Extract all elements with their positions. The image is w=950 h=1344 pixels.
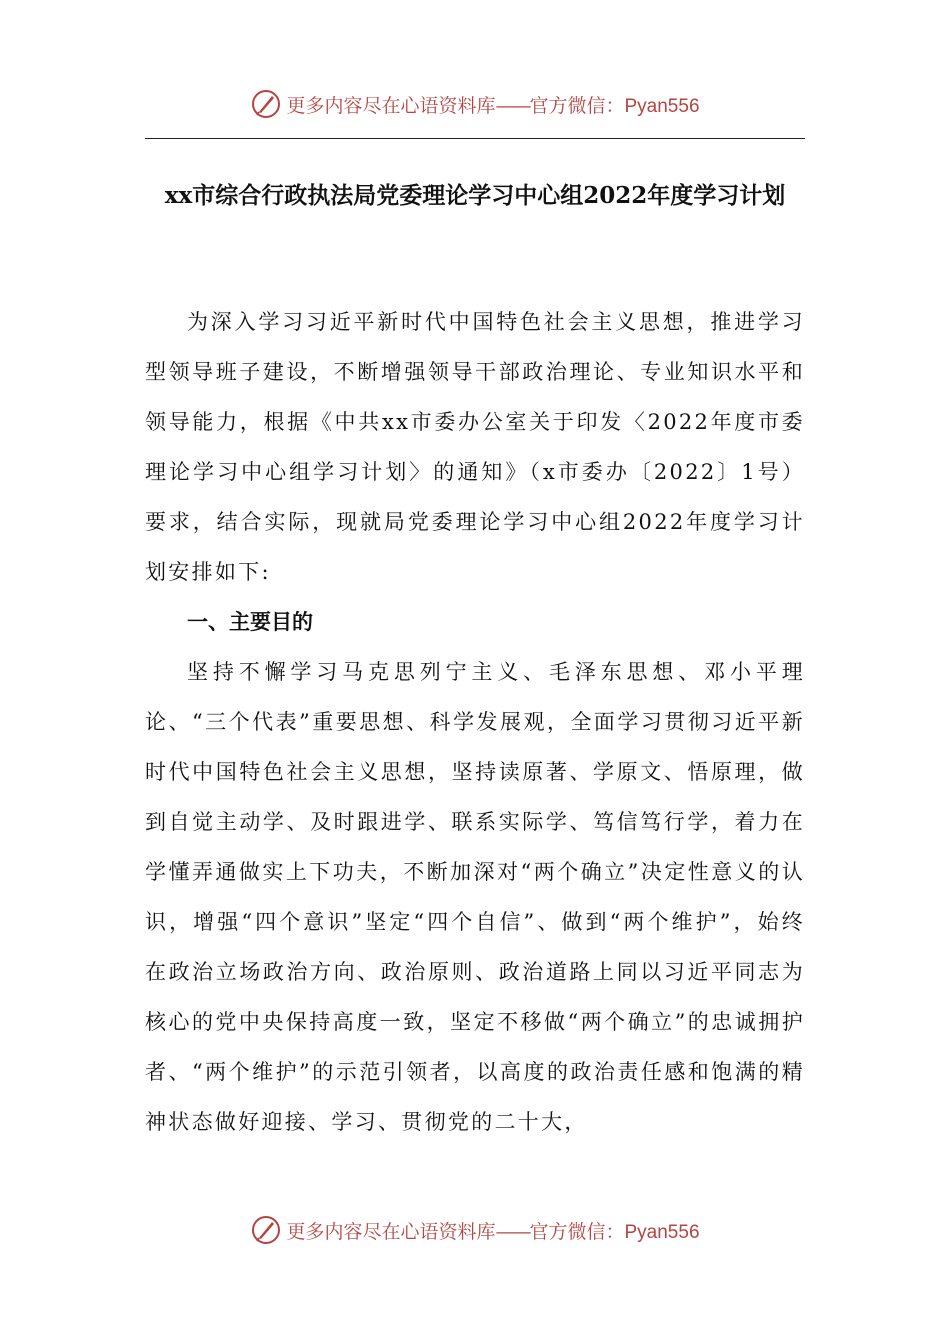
wechat-id: Pyan556 [624, 1221, 700, 1243]
quill-logo-icon [250, 88, 282, 120]
footer-watermark [0, 1208, 950, 1252]
header-watermark [0, 82, 950, 126]
section-heading: 一、主要目的 [187, 610, 313, 634]
document-title: xx市综合行政执法局党委理论学习中心组2022年度学习计划 [164, 182, 786, 209]
document-body [145, 297, 805, 1147]
quill-logo-icon [250, 1214, 282, 1246]
wechat-id: Pyan556 [624, 95, 700, 117]
intro-paragraph: 为深入学习习近平新时代中国特色社会主义思想，推进学习型领导班子建设，不断增强领导干部政治理论、专业知识水平和领导能力，根据《中共xx市委办公室关于印发〈2022年度市委理论学习中心组学习计划〉的通知》（x市委办〔2022〕1号）要求，结合实际，现就局党委理论学习中心组2022年度学习计划安排如下: [145, 310, 805, 584]
section-paragraph: 坚持不懈学习马克思列宁主义、毛泽东思想、邓小平理论、“三个代表”重要思想、科学发展观，全面学习贯彻习近平新时代中国特色社会主义思想，坚持读原著、学原文、悟原理，做到自觉主动学、及时跟进学、联系实际学、笃信笃行学，着力在学懂弄通做实上下功夫，不断加深对“两个确立”决定性意义的认识，增强“四个意识”坚定“四个自信”、做到“两个维护”，始终在政治立场政治方向、政治原则、政治道路上同以习近平同志为核心的党中央保持高度一致，坚定不移做“两个确立”的忠诚拥护者、“两个维护”的示范引领者，以高度的政治责任感和饱满的精神状态做好迎接、学习、贯彻党的二十大， [145, 660, 805, 1134]
watermark-text: 更多内容尽在心语资料库——官方微信：Pyan556 [286, 94, 700, 117]
header-divider [145, 138, 805, 139]
watermark-text: 更多内容尽在心语资料库——官方微信：Pyan556 [286, 1220, 700, 1243]
